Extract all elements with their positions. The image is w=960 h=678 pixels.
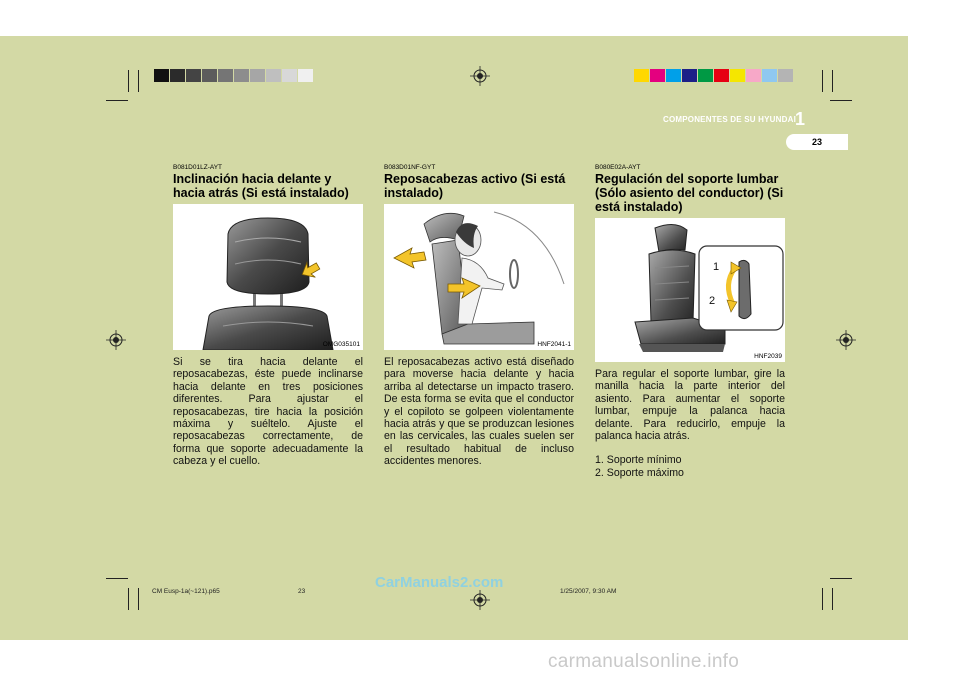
- color-swatch: [218, 69, 233, 82]
- crop-mark: [832, 70, 833, 92]
- footer-page: 23: [298, 588, 306, 595]
- figure-label: HNF2041-1: [537, 341, 571, 348]
- callout-1: 1: [713, 261, 720, 273]
- color-swatch: [298, 69, 313, 82]
- figure-label: HNF2039: [754, 353, 782, 360]
- section-code: B083D01NF-GYT: [384, 164, 436, 171]
- lumbar-seat-illustration: [595, 218, 785, 362]
- callout-2: 2: [709, 295, 716, 307]
- headrest-figure: [173, 204, 363, 350]
- crop-mark: [822, 588, 823, 610]
- lumbar-support-figure: [595, 218, 785, 362]
- color-calibration-bar-left: [154, 69, 314, 82]
- section-title: Regulación del soporte lumbar (Sólo asiento del conductor) (Si está instalado): [595, 172, 784, 214]
- list-item: 1. Soporte mínimo: [595, 454, 682, 467]
- color-swatch: [730, 69, 745, 82]
- section-code: B080E02A-AYT: [595, 164, 641, 171]
- crop-mark: [128, 588, 129, 610]
- active-headrest-illustration: [384, 204, 574, 350]
- crop-mark: [106, 100, 128, 101]
- color-swatch: [202, 69, 217, 82]
- registration-mark-icon: [836, 330, 856, 350]
- color-swatch: [250, 69, 265, 82]
- color-swatch: [778, 69, 793, 82]
- color-swatch: [234, 69, 249, 82]
- section-body: El reposacabezas activo está diseñado para moverse hacia delante y hacia arriba al detectarse un impacto trasero. De esta forma se evita que el conductor y el copiloto se golpeen violentamente hacia atrás y que se produzcan lesiones en las cervicales, las cuales suelen ser el resultado habitual de incluso accidentes menores.: [384, 356, 574, 468]
- registration-mark-icon: [470, 66, 490, 86]
- chapter-title: COMPONENTES DE SU HYUNDAI: [662, 115, 796, 124]
- section-body: Para regular el soporte lumbar, gire la manilla hacia la parte interior del asiento. Para aumentar el soporte lumbar, empuje la palanca hacia delante. Para reducirlo, empuje la palanca hacia atrás.: [595, 368, 785, 443]
- color-swatch: [266, 69, 281, 82]
- crop-mark: [138, 70, 139, 92]
- watermark: carmanualsonline.info: [548, 651, 740, 672]
- crop-mark: [830, 100, 852, 101]
- crop-mark: [832, 588, 833, 610]
- color-swatch: [170, 69, 185, 82]
- section-title: Inclinación hacia delante y hacia atrás (Si está instalado): [173, 172, 349, 200]
- figure-label: OMG035101: [322, 341, 360, 348]
- color-swatch: [666, 69, 681, 82]
- section-headrest-tilt: [173, 164, 363, 468]
- section-title: Reposacabezas activo (Si está instalado): [384, 172, 566, 200]
- color-swatch: [282, 69, 297, 82]
- color-swatch: [154, 69, 169, 82]
- crop-mark: [106, 578, 128, 579]
- footer-file: CM Eusp-1a(~121).p65: [152, 588, 220, 595]
- color-swatch: [634, 69, 649, 82]
- color-calibration-bar-right: [634, 69, 794, 82]
- support-levels-list: [595, 454, 785, 479]
- section-active-headrest: [384, 164, 574, 468]
- list-item: 2. Soporte máximo: [595, 466, 684, 479]
- section-lumbar-support: [595, 164, 785, 479]
- section-body: Si se tira hacia delante el reposacabezas, éste puede inclinarse hacia delante en tres posiciones diferentes. Para ajustar el reposacabezas, tire hacia la posición máxima y suéltelo. Ajuste el reposacabezas correctamente, de forma que soporte adecuadamente la cabeza y el cuello.: [173, 356, 363, 468]
- color-swatch: [650, 69, 665, 82]
- color-swatch: [714, 69, 729, 82]
- brand-logo[interactable]: CarManuals2.com: [375, 574, 504, 591]
- crop-mark: [822, 70, 823, 92]
- crop-mark: [830, 578, 852, 579]
- headrest-illustration: [173, 204, 363, 350]
- crop-mark: [128, 70, 129, 92]
- registration-mark-icon: [106, 330, 126, 350]
- color-swatch: [682, 69, 697, 82]
- color-swatch: [698, 69, 713, 82]
- crop-mark: [138, 588, 139, 610]
- color-swatch: [746, 69, 761, 82]
- footer-date: 1/25/2007, 9:30 AM: [560, 588, 617, 595]
- color-swatch: [762, 69, 777, 82]
- chapter-number: 1: [795, 109, 806, 129]
- registration-mark-icon: [470, 590, 490, 610]
- color-swatch: [186, 69, 201, 82]
- section-code: B081D01LZ-AYT: [173, 164, 223, 171]
- page-number: 23: [786, 134, 848, 150]
- active-headrest-figure: [384, 204, 574, 350]
